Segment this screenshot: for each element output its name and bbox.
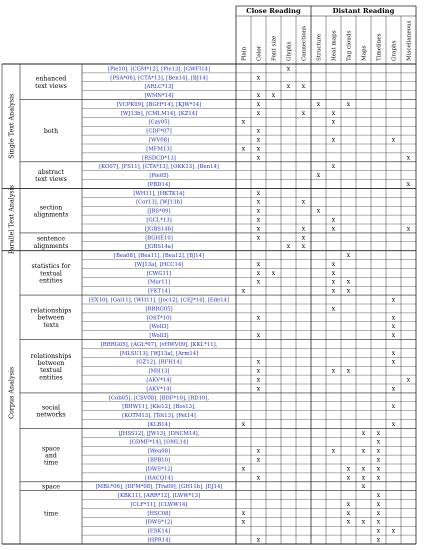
row-mark: x bbox=[256, 367, 261, 375]
row-mark: x bbox=[376, 527, 381, 535]
row-mark: x bbox=[256, 225, 261, 233]
row-mark: x bbox=[301, 198, 306, 206]
category-label: text views bbox=[35, 176, 67, 184]
row-mark: x bbox=[256, 332, 261, 340]
row-mark: x bbox=[331, 109, 336, 117]
row-reference: [CDF*07] bbox=[146, 128, 172, 135]
row-reference: [Cay05] bbox=[148, 119, 170, 126]
row-reference: [BHW11], [Kle12], [Bos13], bbox=[122, 404, 196, 411]
row-reference: [JRS*09] bbox=[147, 208, 171, 215]
row-reference: [Mur11] bbox=[147, 279, 171, 286]
row-reference: [JGBS14a] bbox=[145, 244, 173, 251]
row-mark: x bbox=[256, 109, 261, 117]
row-reference: [RSDCD*13] bbox=[142, 155, 176, 162]
category-label: networks bbox=[36, 411, 66, 419]
row-mark: x bbox=[391, 323, 396, 331]
category-label: relationships bbox=[30, 352, 72, 360]
row-reference: [KOTM13], [Töt13], [Pet14] bbox=[122, 413, 196, 420]
row-mark: x bbox=[346, 465, 351, 473]
category-label: entities bbox=[39, 277, 63, 285]
row-reference: [HPR14] bbox=[147, 537, 171, 544]
row-mark: x bbox=[391, 385, 396, 393]
row-mark: x bbox=[391, 349, 396, 357]
category-label: textual bbox=[40, 270, 62, 278]
row-mark: x bbox=[346, 287, 351, 295]
row-mark: x bbox=[301, 234, 306, 242]
row-reference: [BPB10] bbox=[147, 457, 171, 464]
row-mark: x bbox=[316, 100, 321, 108]
row-mark: x bbox=[376, 536, 381, 544]
category-label: textual bbox=[40, 367, 62, 375]
row-reference: [Bea08], [Bea11], [Bea12], [BJ14] bbox=[113, 253, 205, 260]
row-mark: x bbox=[391, 420, 396, 428]
row-reference: [PSA*06], [CTA*13], [Ben14], [BJ14] bbox=[110, 75, 208, 82]
row-mark: x bbox=[361, 429, 366, 437]
row-mark: x bbox=[391, 136, 396, 144]
column-header: Glyphs bbox=[286, 41, 293, 61]
row-reference: [HSC08] bbox=[147, 510, 171, 517]
row-mark: x bbox=[346, 278, 351, 286]
row-mark: x bbox=[391, 527, 396, 535]
row-mark: x bbox=[376, 518, 381, 526]
header-distant-reading: Distant Reading bbox=[332, 7, 395, 15]
category-label: alignments bbox=[33, 211, 69, 219]
row-mark: x bbox=[256, 207, 261, 215]
row-mark: x bbox=[241, 518, 246, 526]
row-reference: [CLF*11], [CLWW14] bbox=[130, 501, 188, 508]
row-reference: [KO07], [FS11], [CTA*13], [OKK13], [Ben14] bbox=[99, 164, 219, 171]
column-header: Maps bbox=[361, 45, 368, 61]
row-reference: [Pie10], [CGM*12], [Pie13], [GWFI14] bbox=[107, 66, 211, 73]
category-label: enhanced bbox=[35, 75, 67, 83]
row-mark: x bbox=[376, 438, 381, 446]
row-mark: x bbox=[376, 500, 381, 508]
row-mark: x bbox=[256, 278, 261, 286]
row-mark: x bbox=[361, 465, 366, 473]
row-mark: x bbox=[256, 74, 261, 82]
row-mark: x bbox=[316, 207, 321, 215]
row-mark: x bbox=[256, 536, 261, 544]
row-mark: x bbox=[256, 234, 261, 242]
category-label: section bbox=[39, 204, 63, 212]
row-reference: [AKV*14] bbox=[146, 386, 172, 393]
row-mark: x bbox=[256, 145, 261, 153]
row-mark: x bbox=[241, 118, 246, 126]
column-header: Heat maps bbox=[331, 30, 338, 61]
column-header: Timelines bbox=[376, 33, 383, 61]
row-mark: x bbox=[406, 154, 411, 162]
category-label: text views bbox=[35, 82, 67, 90]
row-mark: x bbox=[331, 136, 336, 144]
row-mark: x bbox=[256, 376, 261, 384]
row-reference: [Cor13], [WJ13b] bbox=[136, 199, 182, 206]
row-mark: x bbox=[331, 225, 336, 233]
row-mark: x bbox=[391, 358, 396, 366]
row-reference: [VCPK09], [BGH*14], [KJW*14] bbox=[116, 101, 202, 108]
group-label: Parallel Text Analysis bbox=[7, 184, 16, 255]
category-label: between bbox=[37, 314, 65, 322]
column-header: Structure bbox=[316, 33, 323, 61]
row-reference: [GCL*13] bbox=[146, 217, 172, 224]
row-mark: x bbox=[256, 136, 261, 144]
row-reference: [WMN*14] bbox=[144, 93, 174, 100]
row-mark: x bbox=[391, 296, 396, 304]
column-header: Connections bbox=[301, 25, 308, 61]
column-header: Plain bbox=[241, 46, 248, 61]
row-mark: x bbox=[331, 287, 336, 295]
group-label: Single Text Analysis bbox=[7, 93, 16, 159]
row-mark: x bbox=[331, 447, 336, 455]
category-label: time bbox=[44, 510, 58, 518]
group-label: Corpus Analysis bbox=[7, 366, 16, 419]
category-label: time bbox=[44, 459, 58, 467]
row-mark: x bbox=[391, 403, 396, 411]
category-label: between bbox=[37, 360, 65, 368]
header-close-reading: Close Reading bbox=[246, 7, 301, 15]
row-mark: x bbox=[406, 180, 411, 188]
row-reference: [AKV*14] bbox=[146, 377, 172, 384]
row-mark: x bbox=[241, 420, 246, 428]
row-reference: [BGHE10] bbox=[145, 235, 173, 242]
row-reference: [Woll3] bbox=[149, 333, 169, 340]
row-reference: [CWG11] bbox=[146, 270, 172, 277]
category-label: entities bbox=[39, 374, 63, 382]
row-reference: [ESK14] bbox=[147, 528, 171, 535]
row-mark: x bbox=[376, 447, 381, 455]
category-label: space bbox=[42, 483, 60, 491]
row-reference: [Woll3] bbox=[149, 324, 169, 331]
category-label: alignments bbox=[33, 242, 69, 250]
row-mark: x bbox=[241, 287, 246, 295]
row-mark: x bbox=[256, 100, 261, 108]
row-mark: x bbox=[406, 225, 411, 233]
row-mark: x bbox=[271, 269, 276, 277]
row-reference: [GDMF*14], [OML14] bbox=[129, 439, 189, 446]
row-reference: [KBK11], [ARR*12], [LWW*13] bbox=[117, 493, 201, 500]
row-reference: [MH13] bbox=[148, 368, 170, 375]
row-reference: [Cob05], [CSV08], [BDF*10], [RD10], bbox=[108, 395, 210, 402]
row-mark: x bbox=[256, 92, 261, 100]
row-mark: x bbox=[316, 172, 321, 180]
row-reference: [DWS*12] bbox=[145, 466, 173, 473]
row-mark: x bbox=[256, 456, 261, 464]
row-mark: x bbox=[301, 83, 306, 91]
row-mark: x bbox=[241, 465, 246, 473]
column-header: Font size bbox=[271, 35, 278, 61]
row-mark: x bbox=[346, 252, 351, 260]
row-mark: x bbox=[331, 260, 336, 268]
row-mark: x bbox=[241, 145, 246, 153]
row-reference: [WJ13b], [CMLM14], [KZ14] bbox=[120, 110, 198, 117]
row-reference: [WV08] bbox=[148, 137, 170, 144]
row-mark: x bbox=[346, 518, 351, 526]
row-mark: x bbox=[331, 278, 336, 286]
row-mark: x bbox=[406, 376, 411, 384]
row-mark: x bbox=[391, 332, 396, 340]
row-mark: x bbox=[286, 65, 291, 73]
row-reference: [KLB14] bbox=[147, 421, 171, 428]
row-mark: x bbox=[376, 474, 381, 482]
category-label: space bbox=[42, 445, 60, 453]
row-mark: x bbox=[331, 216, 336, 224]
row-reference: [GZ12], [RFH14] bbox=[136, 359, 182, 366]
row-mark: x bbox=[256, 127, 261, 135]
column-header: Miscellaneous bbox=[406, 20, 413, 61]
row-mark: x bbox=[331, 305, 336, 313]
row-reference: [JGBS14b] bbox=[144, 226, 174, 233]
category-label: both bbox=[43, 128, 59, 136]
row-mark: x bbox=[256, 216, 261, 224]
row-mark: x bbox=[361, 483, 366, 491]
category-label: sentence bbox=[36, 235, 66, 243]
row-mark: x bbox=[301, 225, 306, 233]
row-mark: x bbox=[256, 358, 261, 366]
row-reference: [RRRG05] bbox=[145, 306, 173, 313]
category-label: and bbox=[45, 452, 57, 460]
row-mark: x bbox=[241, 509, 246, 517]
row-mark: x bbox=[331, 118, 336, 126]
row-reference: [DWS*12] bbox=[145, 519, 173, 526]
row-mark: x bbox=[286, 243, 291, 251]
row-reference: [MFM13] bbox=[146, 146, 172, 153]
row-mark: x bbox=[286, 83, 291, 91]
category-label: social bbox=[41, 404, 61, 412]
row-mark: x bbox=[376, 429, 381, 437]
row-mark: x bbox=[301, 109, 306, 117]
row-mark: x bbox=[256, 385, 261, 393]
row-mark: x bbox=[376, 465, 381, 473]
row-reference: [HACQ14] bbox=[145, 475, 173, 482]
row-mark: x bbox=[376, 492, 381, 500]
row-reference: [Pie05] bbox=[149, 173, 169, 180]
column-header: Tag clouds bbox=[346, 30, 353, 61]
row-mark: x bbox=[376, 509, 381, 517]
row-reference: [JHSS12], [JW13], [DNCM14], bbox=[118, 430, 200, 437]
row-mark: x bbox=[376, 456, 381, 464]
row-mark: x bbox=[346, 474, 351, 482]
row-reference: [RRRG05], [AGL*07], [vHWV09], [KKL*11], bbox=[100, 341, 218, 348]
row-reference: [MBL*06], [DFM*08], [Tra09], [GH11b], [EJ14] bbox=[95, 484, 223, 491]
row-mark: x bbox=[361, 447, 366, 455]
row-reference: [FKT14] bbox=[147, 288, 171, 295]
row-mark: x bbox=[391, 314, 396, 322]
row-reference: [WH11], [HKTK14] bbox=[133, 190, 185, 197]
column-header: Graphs bbox=[391, 40, 398, 61]
row-mark: x bbox=[331, 269, 336, 277]
row-mark: x bbox=[346, 100, 351, 108]
row-reference: [OST*10] bbox=[146, 315, 172, 322]
row-mark: x bbox=[346, 500, 351, 508]
row-mark: x bbox=[256, 198, 261, 206]
row-mark: x bbox=[256, 260, 261, 268]
row-mark: x bbox=[256, 447, 261, 455]
row-reference: [PBD14] bbox=[147, 181, 171, 188]
row-reference: [WJ13a], [HCC14] bbox=[134, 261, 184, 268]
column-header: Color bbox=[256, 45, 263, 61]
row-mark: x bbox=[361, 474, 366, 482]
row-reference: [Wea08] bbox=[147, 448, 171, 455]
row-mark: x bbox=[256, 314, 261, 322]
row-mark: x bbox=[331, 163, 336, 171]
row-mark: x bbox=[271, 92, 276, 100]
row-mark: x bbox=[256, 189, 261, 197]
row-mark: x bbox=[256, 474, 261, 482]
category-label: statistics for bbox=[31, 263, 71, 271]
row-mark: x bbox=[256, 154, 261, 162]
row-reference: [EX10], [Gal11], [WH11], [Joc12], [CEJ*14], [Ede14] bbox=[88, 297, 230, 304]
row-mark: x bbox=[331, 367, 336, 375]
category-label: relationships bbox=[30, 307, 72, 315]
category-label: abstract bbox=[38, 168, 64, 176]
row-reference: [ARLC*13] bbox=[144, 84, 174, 91]
row-reference: [MLSU13], [WJ13a], [Arm14] bbox=[119, 350, 199, 357]
row-mark: x bbox=[346, 367, 351, 375]
row-mark: x bbox=[301, 243, 306, 251]
row-mark: x bbox=[361, 518, 366, 526]
row-mark: x bbox=[256, 269, 261, 277]
category-label: texts bbox=[43, 321, 59, 329]
row-mark: x bbox=[346, 509, 351, 517]
